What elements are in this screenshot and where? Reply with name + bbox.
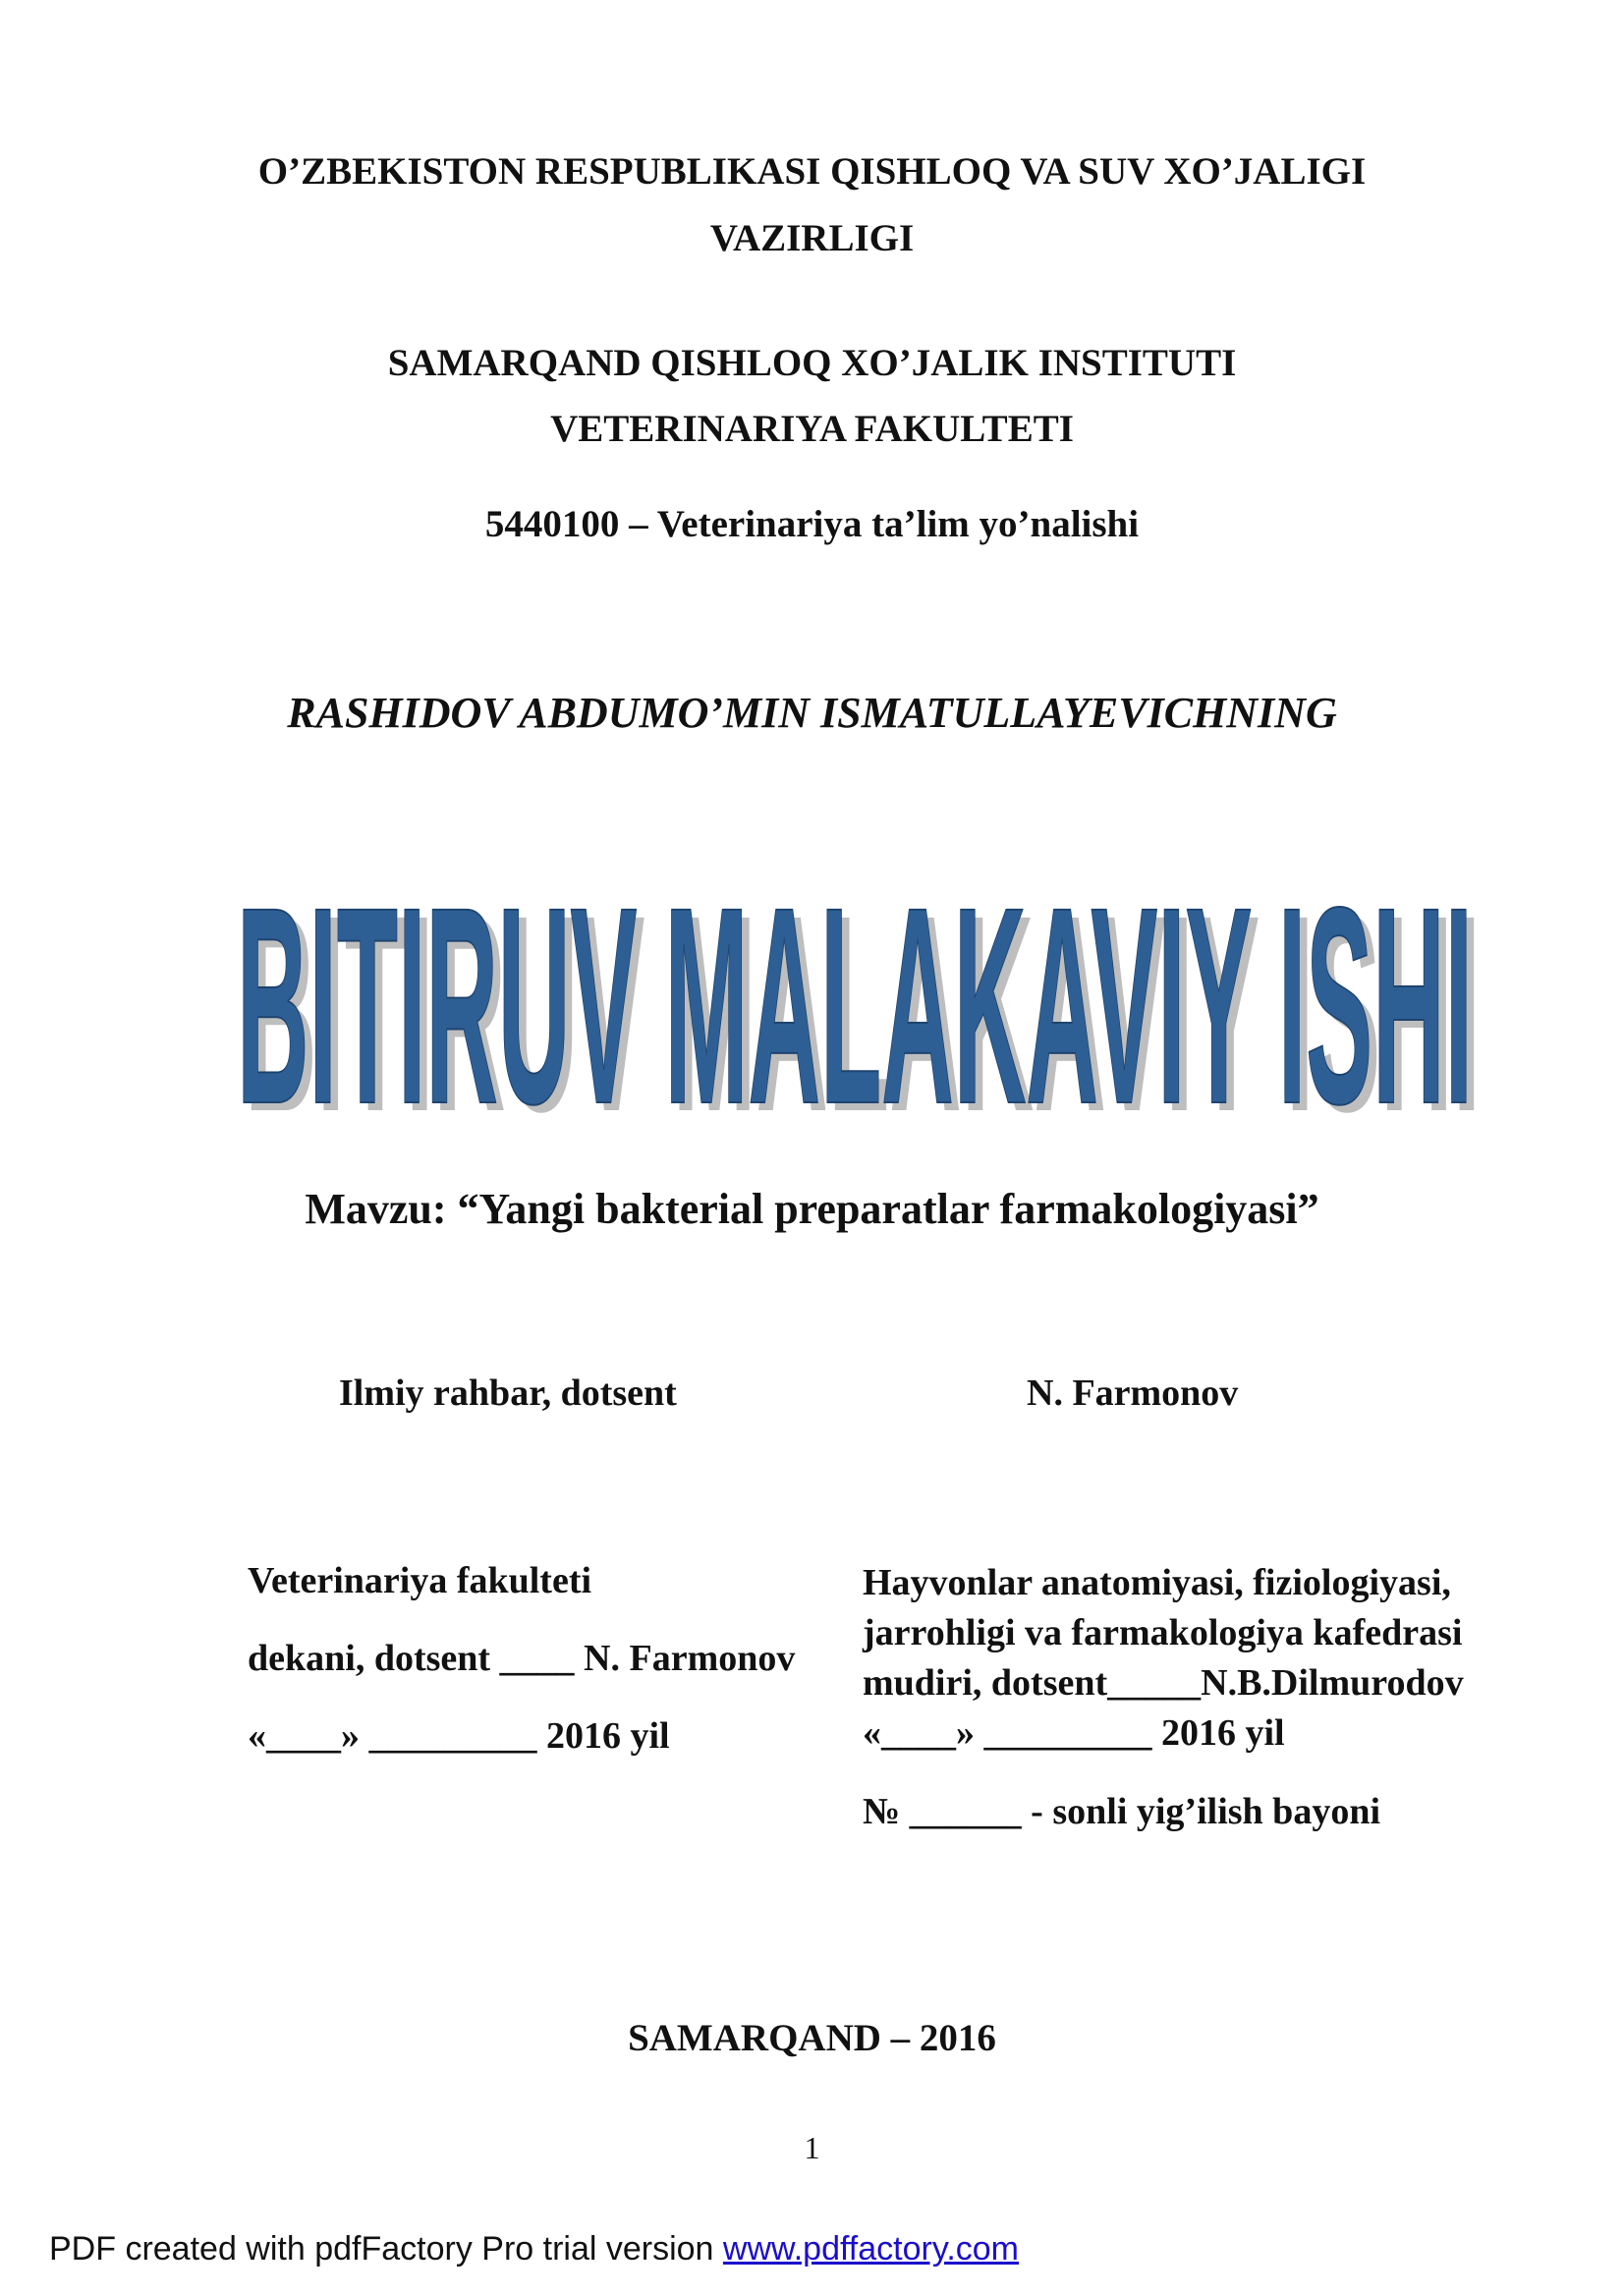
institute-name: SAMARQAND QISHLOQ XO’JALIK INSTITUTI	[387, 342, 1237, 384]
program-line: 5440100 – Veterinariya ta’lim yo’nalishi	[484, 503, 1140, 545]
dean-signature-line: dekani, dotsent ____ N. Farmonov	[248, 1638, 796, 1679]
department-date-line: «____» _________ 2016 yil	[863, 1712, 1285, 1754]
title-wordart-text: BITIRUV MALAKAVIY ISHI	[237, 863, 1473, 1128]
department-block	[863, 1558, 1464, 1759]
dean-date-line: «____» _________ 2016 yil	[248, 1715, 670, 1757]
topic-line: Mavzu: “Yangi bakterial preparatlar farmakologiyasi”	[305, 1185, 1319, 1233]
title-wordart	[231, 863, 1488, 1128]
meeting-protocol-line: № ______ - sonli yig’ilish bayoni	[863, 1791, 1381, 1832]
place-year: SAMARQAND – 2016	[628, 2017, 996, 2059]
author-name: RASHIDOV ABDUMO’MIN ISMATULLAYEVICHNING	[287, 689, 1337, 737]
department-head-line: mudiri, dotsent_____N.B.Dilmurodov	[863, 1662, 1464, 1704]
department-line-2: jarrohligi va farmakologiya kafedrasi	[863, 1612, 1463, 1653]
pdf-footer-text: PDF created with pdfFactory Pro trial version	[49, 2230, 723, 2268]
dean-faculty-line: Veterinariya fakulteti	[248, 1560, 592, 1601]
pdf-footer	[49, 2230, 1019, 2268]
supervisor-name: N. Farmonov	[1027, 1372, 1239, 1414]
title-wordart-shadow: BITIRUV MALAKAVIY ISHI	[245, 863, 1481, 1128]
faculty-name: VETERINARIYA FAKULTETI	[550, 408, 1074, 450]
page-number: 1	[804, 2130, 820, 2165]
ministry-line-2: VAZIRLIGI	[709, 217, 915, 259]
department-line-1: Hayvonlar anatomiyasi, fiziologiyasi,	[863, 1562, 1451, 1603]
pdffactory-link[interactable]: www.pdffactory.com	[722, 2230, 1019, 2268]
ministry-line-1: O’ZBEKISTON RESPUBLIKASI QISHLOQ VA SUV XO’JALIGI	[257, 150, 1367, 193]
supervisor-role: Ilmiy rahbar, dotsent	[339, 1372, 677, 1414]
